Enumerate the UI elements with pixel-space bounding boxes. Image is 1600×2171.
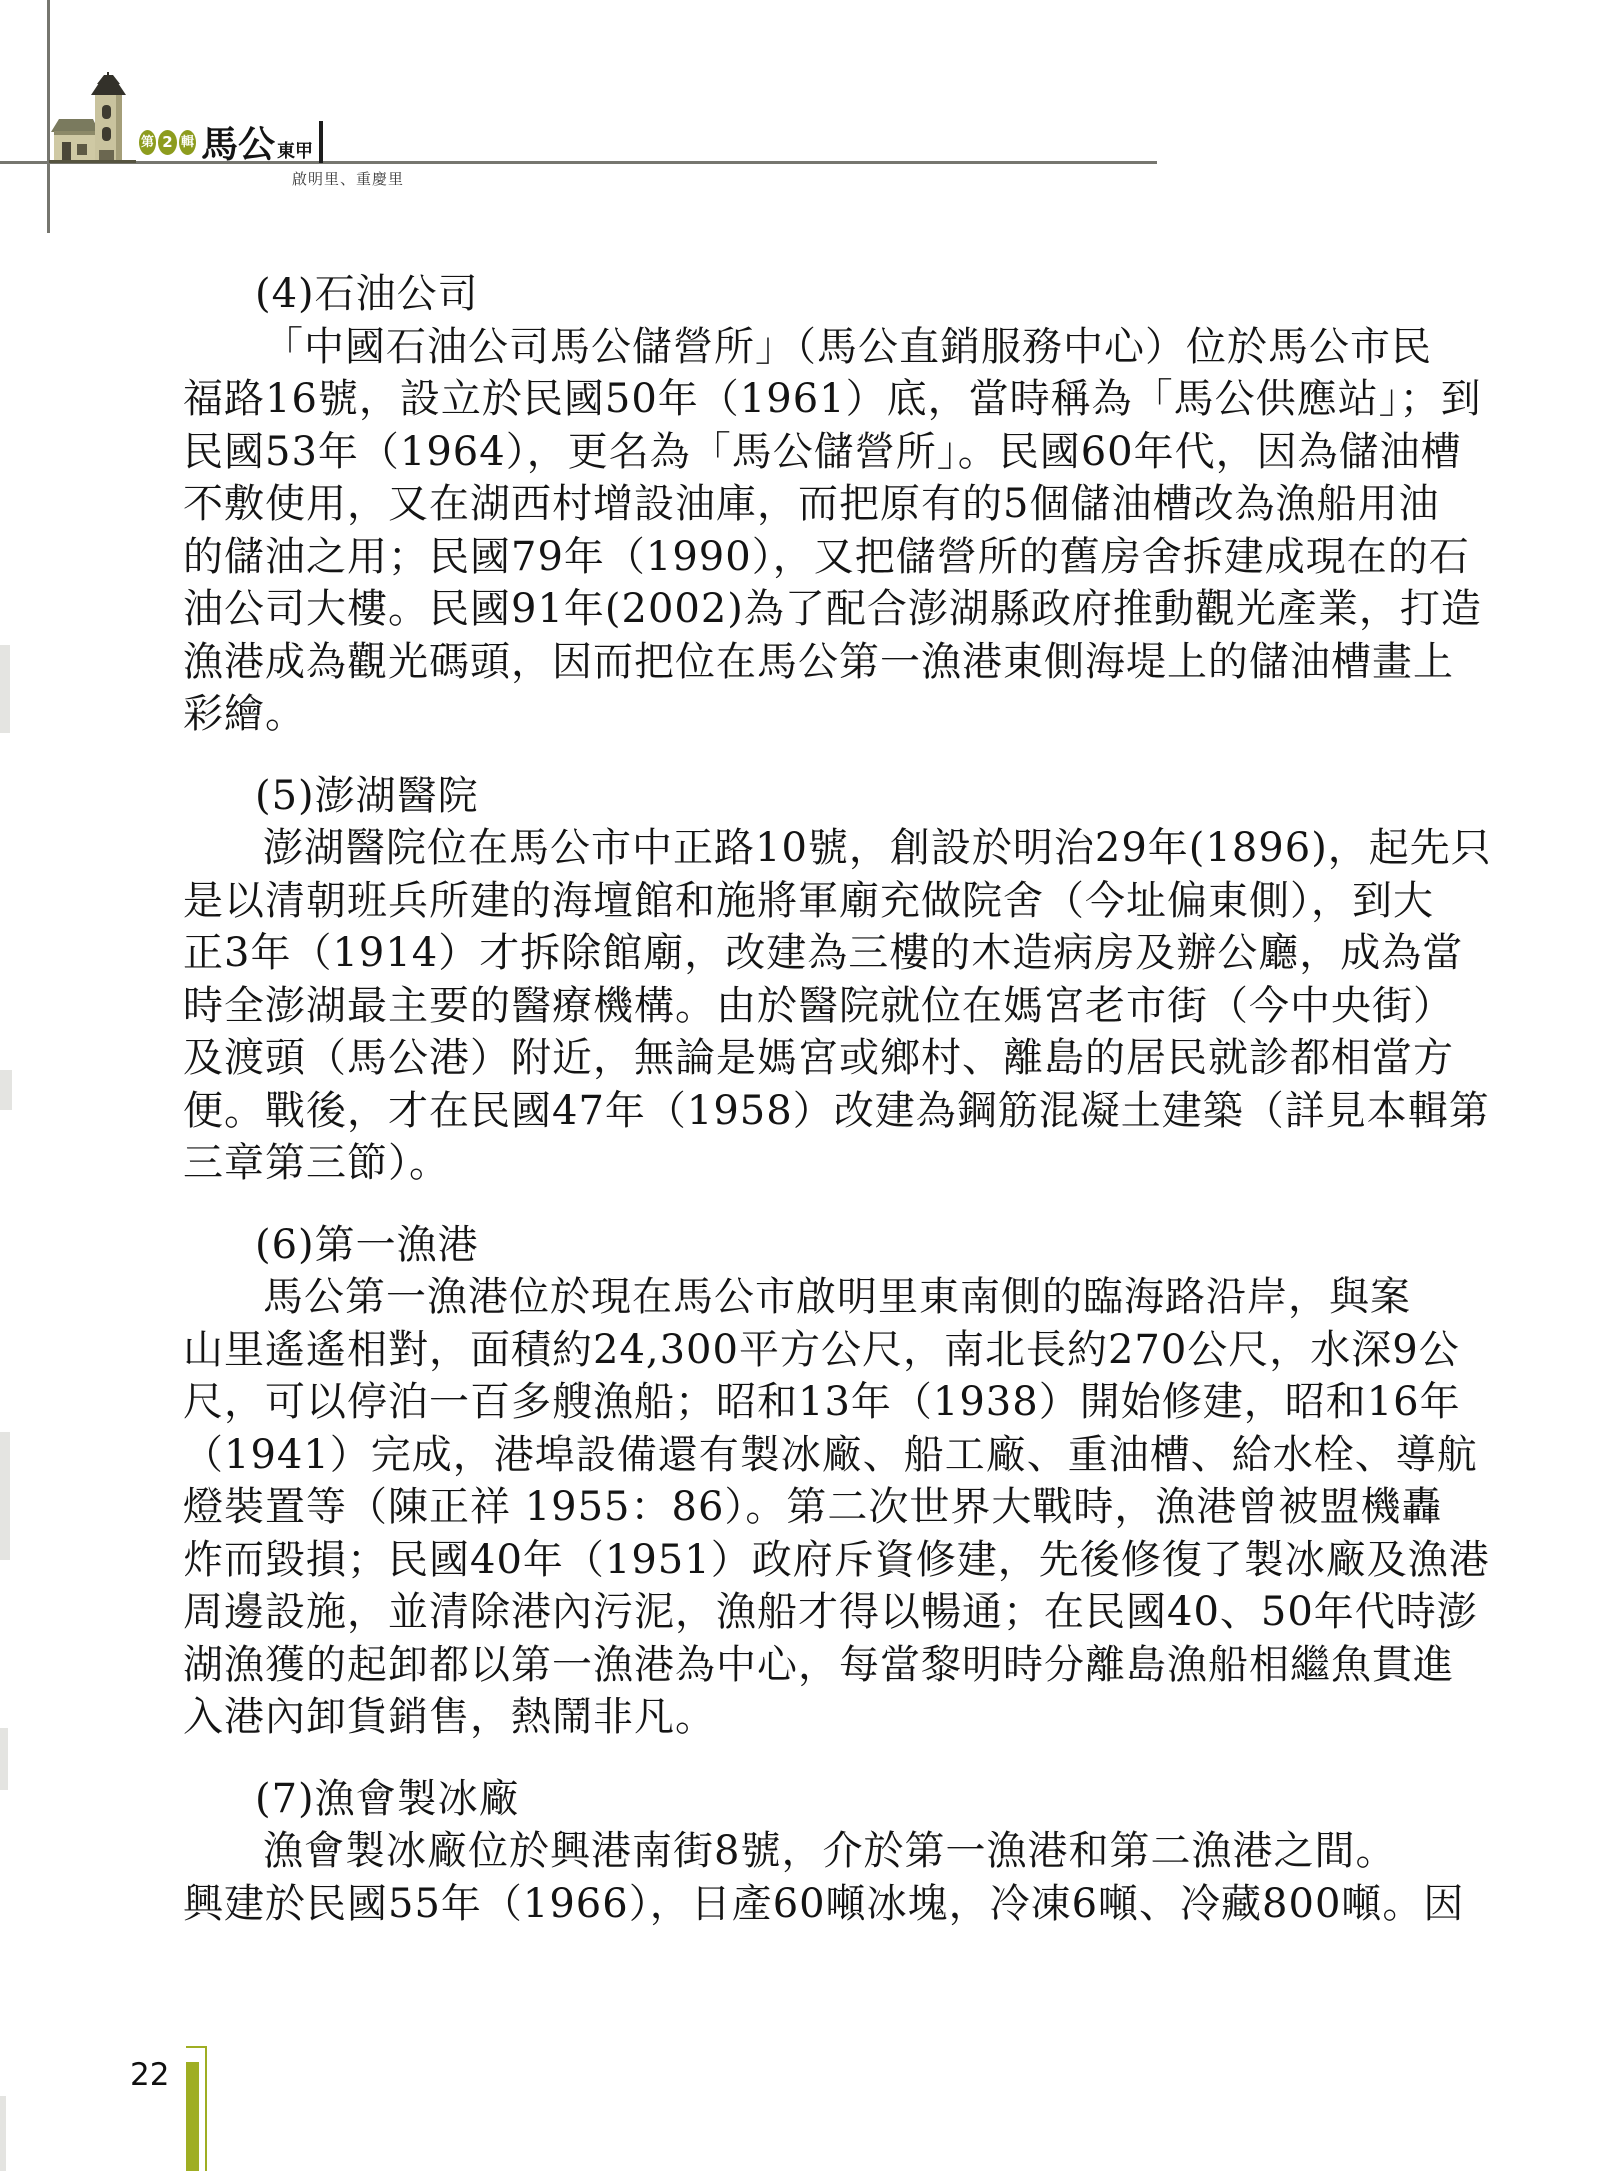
body-line: 炸而毀損；民國40年（1951）政府斥資修建，先後修復了製冰廠及漁港 [183, 1536, 1490, 1583]
body-line: 油公司大樓。民國91年(2002)為了配合澎湖縣政府推動觀光產業，打造 [183, 586, 1482, 632]
section-heading-5: (5)澎湖醫院 [255, 772, 479, 819]
body-line: 彩繪。 [183, 691, 306, 737]
series-badge [139, 130, 196, 155]
page-subtitle: 啟明里、重慶里 [292, 170, 405, 188]
section-heading-4: (4)石油公司 [255, 271, 479, 317]
body-line: 湖漁獲的起卸都以第一漁港為中心，每當黎明時分離島漁船相繼魚貫進 [183, 1641, 1454, 1688]
page-number: 22 [130, 2057, 170, 2093]
body-line: 是以清朝班兵所建的海壇館和施將軍廟充做院舍（今址偏東側），到大 [183, 877, 1434, 924]
footer-accent-corner [186, 2046, 207, 2048]
body-line: 福路16號，設立於民國50年（1961）底，當時稱為「馬公供應站」；到 [183, 376, 1482, 422]
body-line: 漁港成為觀光碼頭，因而把位在馬公第一漁港東側海堤上的儲油槽畫上 [183, 638, 1454, 685]
body-line: 周邊設施，並清除港內污泥，漁船才得以暢通；在民國40、50年代時澎 [183, 1589, 1478, 1635]
series-badge-suffix: 輯 [179, 130, 196, 155]
body-line: 山里遙遙相對，面積約24,300平方公尺，南北長約270公尺，水深9公 [183, 1326, 1460, 1373]
body-line: 正3年（1914）才拆除館廟，改建為三樓的木造病房及辦公廳，成為當 [183, 930, 1464, 976]
page-title-main: 馬公 [201, 122, 275, 166]
scan-artifact [0, 1728, 8, 1790]
body-text [183, 268, 1492, 1930]
body-line: 澎湖醫院位在馬公市中正路10號，創設於明治29年(1896)，起先只 [263, 825, 1492, 871]
scan-artifact [0, 2096, 6, 2171]
header-horizontal-rule [0, 161, 1157, 164]
scan-artifact [0, 1070, 12, 1110]
section-heading-7: (7)漁會製冰廠 [255, 1775, 520, 1822]
body-line: 的儲油之用；民國79年（1990），又把儲營所的舊房舍拆建成現在的石 [183, 533, 1470, 580]
body-line: 興建於民國55年（1966），日產60噸冰塊，冷凍6噸、冷藏800噸。因 [183, 1880, 1465, 1927]
body-line: 時全澎湖最主要的醫療機構。由於醫院就位在媽宮老市街（今中央街） [183, 982, 1454, 1029]
body-line: 民國53年（1964），更名為「馬公儲營所」。民國60年代，因為儲油槽 [183, 428, 1462, 475]
body-line: 馬公第一漁港位於現在馬公市啟明里東南側的臨海路沿岸，與案 [263, 1274, 1411, 1320]
scan-artifact [0, 1432, 10, 1560]
series-badge-number: 2 [158, 130, 177, 155]
body-line: 「中國石油公司馬公儲營所」（馬公直銷服務中心）位於馬公市民 [263, 323, 1432, 370]
page-title [201, 116, 323, 166]
body-line: 燈裝置等（陳正祥 1955：86）。第二次世界大戰時，漁港曾被盟機轟 [183, 1484, 1443, 1530]
footer-accent-corner-vertical [205, 2046, 207, 2171]
body-line: 及渡頭（馬公港）附近，無論是媽宮或鄉村、離島的居民就診都相當方 [183, 1035, 1454, 1081]
body-line: 三章第三節）。 [183, 1140, 450, 1186]
page-title-sub: 東甲 [277, 141, 313, 163]
body-line: （1941）完成，港埠設備還有製冰廠、船工廠、重油槽、給水栓、導航 [183, 1431, 1478, 1478]
title-divider-bar [319, 121, 323, 163]
body-line: 不敷使用，又在湖西村增設油庫，而把原有的5個儲油槽改為漁船用油 [183, 481, 1440, 527]
body-line: 尺，可以停泊一百多艘漁船；昭和13年（1938）開始修建，昭和16年 [183, 1379, 1461, 1425]
section-heading-6: (6)第一漁港 [255, 1221, 479, 1268]
body-line: 便。戰後，才在民國47年（1958）改建為鋼筋混凝土建築（詳見本輯第 [183, 1087, 1490, 1134]
body-line: 入港內卸貨銷售，熱鬧非凡。 [183, 1694, 716, 1740]
series-badge-prefix: 第 [139, 130, 156, 155]
scan-artifact [0, 645, 10, 733]
footer-accent-bar [186, 2062, 199, 2171]
body-line: 漁會製冰廠位於興港南街8號，介於第一漁港和第二漁港之間。 [263, 1828, 1397, 1874]
building-photo [49, 72, 136, 163]
